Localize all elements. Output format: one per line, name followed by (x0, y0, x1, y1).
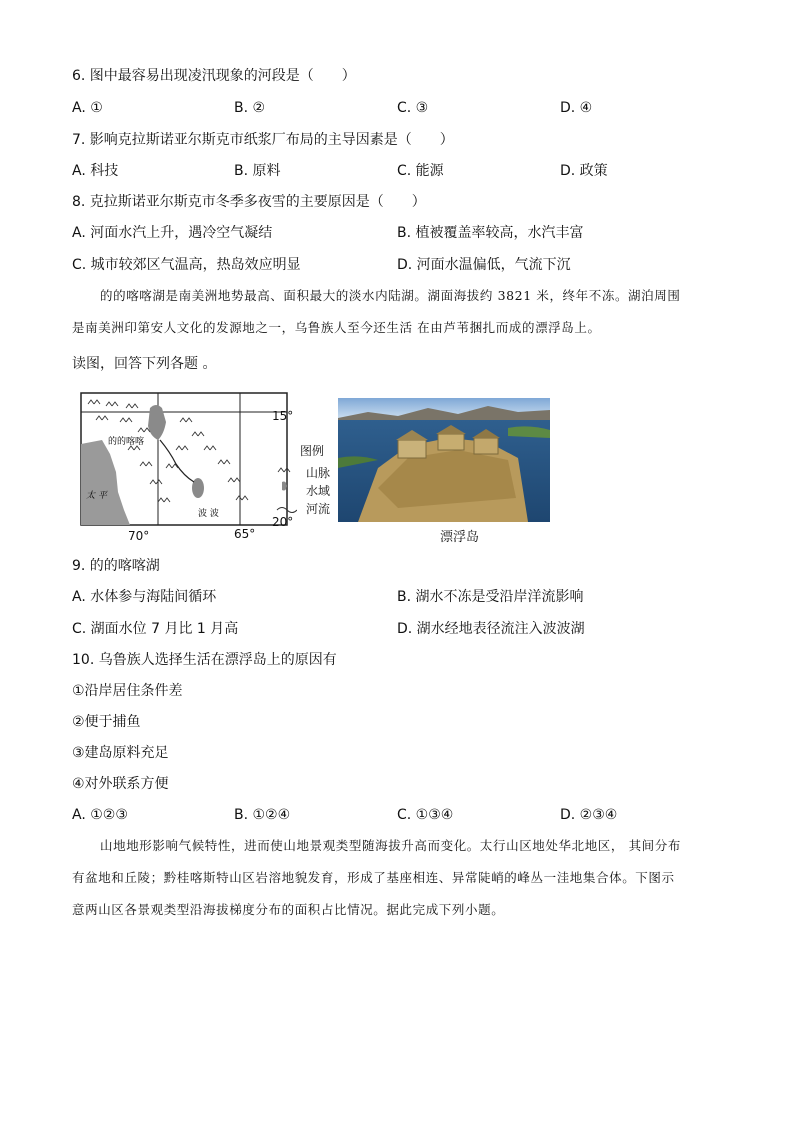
q10-option-d: D. ②③④ (560, 807, 618, 823)
q8-option-d: D. 河面水温偏低，气流下沉 (397, 257, 571, 273)
lake-titicaca-label: 的的喀喀 (108, 437, 145, 447)
passage-titicaca (72, 280, 722, 344)
lat-15-label: 15° (272, 409, 294, 423)
passage-mountain-line-3: 意两山区各景观类型沿海拔梯度分布的面积占比情况。据此完成下列小题。 (72, 902, 505, 917)
legend-mountain-icon (278, 468, 290, 472)
q7-option-d: D. 政策 (560, 163, 608, 179)
question-10-stem: 10. 乌鲁族人选择生活在漂浮岛上的原因有 (72, 652, 337, 668)
legend-water-label: 水域 (306, 484, 331, 498)
q9-option-d: D. 湖水经地表径流注入波波湖 (397, 621, 585, 637)
lake-poopo-label: 波 波 (198, 509, 219, 519)
legend-river-icon (277, 508, 297, 513)
floating-island-photo (338, 398, 550, 522)
q7-option-a: A. 科技 (72, 163, 119, 179)
q10-item-4: ④对外联系方便 (72, 776, 169, 792)
question-6-stem: 6. 图中最容易出现凌汛现象的河段是（ ） (72, 68, 356, 84)
q10-item-3: ③建岛原料充足 (72, 745, 169, 761)
lat-20-label: 20° (272, 515, 294, 529)
legend-symbols (275, 462, 297, 520)
q8-option-c: C. 城市较郊区气温高，热岛效应明显 (72, 257, 301, 273)
legend-river-label: 河流 (306, 502, 331, 516)
passage-titicaca-line-2: 是南美洲印第安人文化的发源地之一，乌鲁族人至今还生活 在由芦苇捆扎而成的漂浮岛上。 (72, 320, 601, 335)
lake-map (80, 392, 288, 526)
q7-option-b: B. 原料 (234, 163, 281, 179)
question-9-stem: 9. 的的喀喀湖 (72, 558, 160, 574)
q10-item-2: ②便于捕鱼 (72, 714, 141, 730)
legend-title: 图例 (300, 444, 325, 458)
passage-mountain (72, 830, 722, 926)
q6-option-d: D. ④ (560, 100, 593, 116)
q6-option-b: B. ② (234, 100, 266, 116)
question-7-stem: 7. 影响克拉斯诺亚尔斯克市纸浆厂布局的主导因素是（ ） (72, 132, 454, 148)
q7-option-c: C. 能源 (397, 163, 444, 179)
q6-option-c: C. ③ (397, 100, 429, 116)
photo-caption: 漂浮岛 (440, 530, 480, 545)
question-8-stem: 8. 克拉斯诺亚尔斯克市冬季多夜雪的主要原因是（ ） (72, 194, 426, 210)
q10-option-a: A. ①②③ (72, 807, 128, 823)
q9-option-b: B. 湖水不冻是受沿岸洋流影响 (397, 589, 584, 605)
lake-poopo-shape (192, 478, 204, 498)
q10-option-c: C. ①③④ (397, 807, 454, 823)
q9-option-c: C. 湖面水位 7 月比 1 月高 (72, 621, 239, 637)
q10-item-1: ①沿岸居住条件差 (72, 683, 183, 699)
q8-option-b: B. 植被覆盖率较高，水汽丰富 (397, 225, 584, 241)
q6-option-a: A. ① (72, 100, 103, 116)
passage-mountain-line-2: 有盆地和丘陵；黔桂喀斯特山区岩溶地貌发育，形成了基座相连、异常陡峭的峰丛一洼地集合体。下图示 (72, 870, 675, 885)
lon-70-label: 70° (128, 529, 150, 543)
legend-water-icon (282, 482, 287, 491)
passage-titicaca-line-1: 的的喀喀湖是南美洲地势最高、面积最大的淡水内陆湖。湖面海拔约 3821 米，终年不冻。湖泊周围 (100, 288, 681, 303)
lon-65-label: 65° (234, 527, 256, 541)
legend-mountain-label: 山脉 (306, 466, 331, 480)
q8-option-a: A. 河面水汽上升，遇冷空气凝结 (72, 225, 273, 241)
pacific-label: 太 平 (86, 491, 107, 501)
q10-option-b: B. ①②④ (234, 807, 291, 823)
reading-instruction: 读图，回答下列各题 。 (72, 356, 217, 372)
passage-mountain-line-1: 山地地形影响气候特性，进而使山地景观类型随海拔升高而变化。太行山区地处华北地区， 其间分布 (100, 838, 681, 853)
q9-option-a: A. 水体参与海陆间循环 (72, 589, 217, 605)
